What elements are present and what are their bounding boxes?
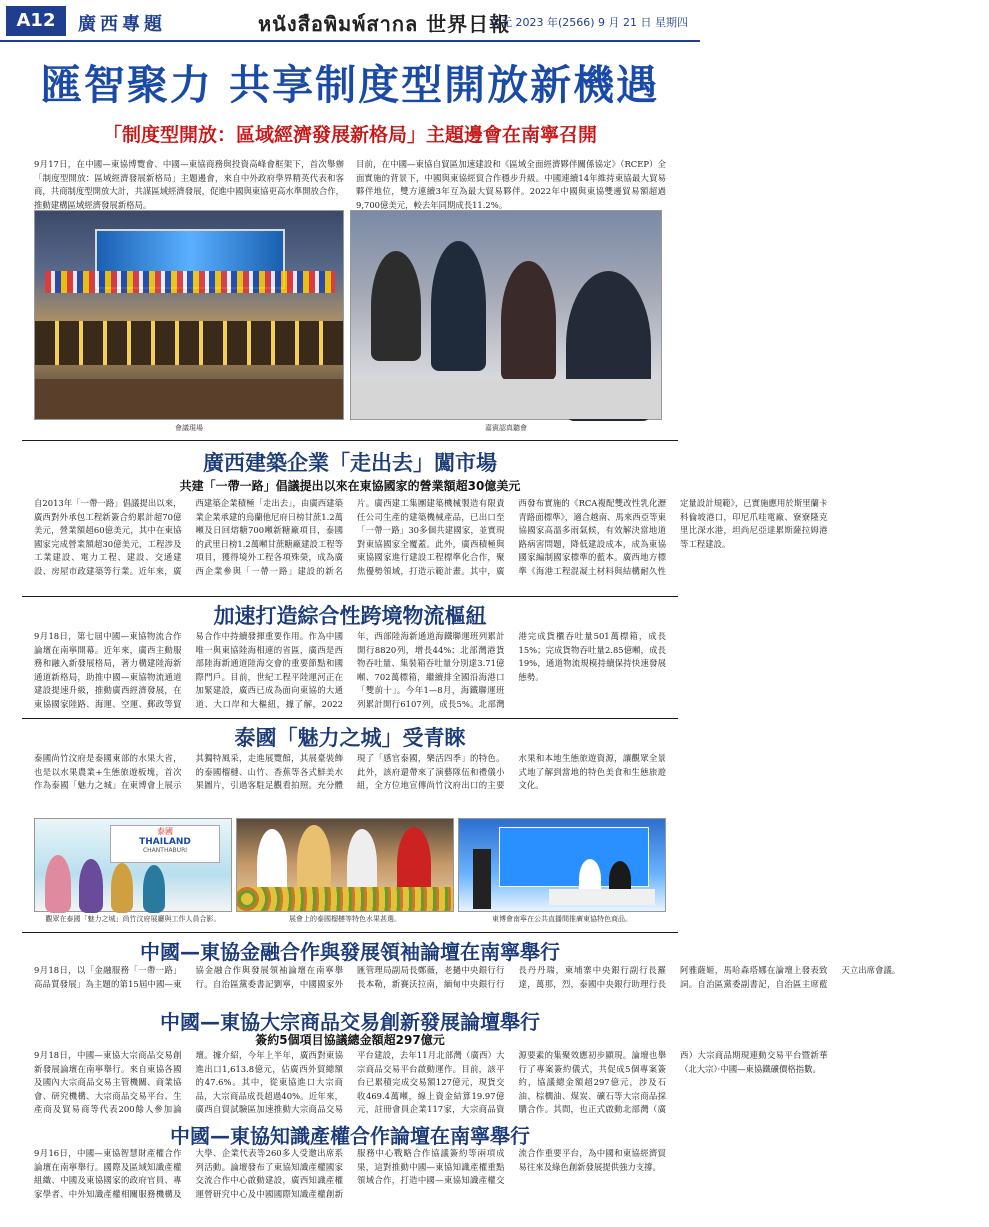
camera-tripod — [473, 849, 491, 909]
finance-title: 中國—東協金融合作與發展領袖論壇在南寧舉行 — [140, 940, 560, 964]
person-figure — [45, 855, 71, 913]
issue-date: 公元 2023 年(2566) 9 月 21 日 星期四 — [489, 16, 688, 29]
guest-figure — [501, 261, 556, 381]
booth-sign-city: CHANTHABURI — [142, 847, 188, 854]
conference-photo-caption: 會議現場 — [175, 424, 203, 432]
person-figure — [143, 865, 165, 913]
booth-sign-brand: THAILAND — [139, 837, 191, 847]
ip-text: 9月16日，中國—東協智慧財產權合作論壇在南寧舉行。國際及區域知識產權組織、中國及東協國家的政府官員、專家學者、中外知識產權相關服務機構及大學、企業代表等260多人受邀出席系列活動。論壇發布了東協知識產權國家交流合作中心啟動建設，廣西知識產權運營研究中心及中國國際知識產權創新服務中心戰略合作協議簽約等兩項成果，這對推動中國—東協知識產權重點領域合作，打造中國—東協知識產權交流合作重要平台，為中國和東協經濟貿易往來及綠色創新發展提供強力支撐。 — [34, 1148, 666, 1199]
booth-sign — [110, 825, 220, 863]
commodity-text: 9月18日，中國—東協大宗商品交易創新發展論壇在南寧舉行。來自東協各國及國內大宗商品交易主管機關、商業協會、研究機構、大宗商品交易平台、生產商及貿易商等代表200餘人參加論壇。據介紹，今年上半年，廣西對東協進出口1,613.8億元，佔廣西外貿總額的47.6%。其中，從東協進口大宗商品，大宗商品成長超過40%。近年來，廣西自貿試驗區加速推動大宗商品交易平台建設，去年11月北部灣（廣西）大宗商品交易平台啟動運作。目前，該平台已累積完成交易額127億元，現貨交收469.4萬噸，線上資金結算19.97億元，註冊會員企業117家，大宗商品資源要素的集聚效應初步顯現。論壇也舉行了專案簽約儀式，共促成5個專案簽約，協議總金額超297億元，涉及石油、棕櫚油、煤炭、礦石等大宗商品採購合作。其間，也正式啟動北部灣（廣西）大宗商品期現連動交易平台暨新華（北大宗）·中國—東協鐵礦價格指數。 — [34, 1050, 828, 1114]
person-figure — [111, 863, 133, 913]
hall-floor — [35, 379, 343, 419]
booth-sign-cn: 泰國 — [157, 827, 173, 836]
person-figure — [79, 859, 103, 913]
fruit-display-caption: 展會上的泰國榴槤等特色水果甚選。 — [289, 915, 401, 923]
section-name: 廣西專題 — [78, 14, 166, 35]
fruit-display-photo — [236, 818, 454, 912]
page-number: A12 — [6, 6, 66, 36]
conference-hall-photo — [34, 210, 344, 420]
commodity-title: 中國—東協大宗商品交易創新發展論壇舉行 — [160, 1010, 540, 1034]
guest-figure — [431, 241, 486, 371]
section-divider — [22, 596, 678, 597]
section-divider — [22, 718, 678, 719]
conference-desk — [351, 379, 661, 419]
finance-text: 9月18日，以「金融服務「一帶一路」高品質發展」為主題的第15屆中國—東協金融合作與發展領袖論壇在南寧舉行。自治區黨委書記劉寧，中國國家外匯管理局副局長鄭薇，老撾中央銀行行長本勒，新賽沃拉南，緬甸中央銀行行長丹丹瑞，柬埔寨中央銀行副行長羅達，萬那，烈，泰國中央銀行助理行長阿雅薩姬，馬哈森塔娜在論壇上發表致詞。自治區黨委副書記，自治區主席藍天立出席會議。 — [34, 965, 901, 989]
section-divider — [22, 440, 678, 441]
livestream-caption: 東博會南寧在公共直播間推廣東協特色商品。 — [492, 915, 632, 923]
thai-booth-caption: 觀眾在泰國「魅力之城」尚竹汶府展廳與工作人員合影。 — [45, 915, 221, 923]
guests-photo-caption: 嘉賓認真聽會 — [485, 424, 527, 432]
masthead — [0, 0, 700, 42]
thai-title: 泰國「魅力之城」受青睞 — [234, 726, 466, 750]
conference-tables — [35, 321, 343, 365]
construction-title: 廣西建築企業「走出去」闖市場 — [203, 451, 497, 475]
logistics-text: 9月18日，第七屆中國—東協物流合作論壇在南寧開幕。近年來，廣西主動服務和融入新發展格局，著力構建陸海新通道新格局，助推中國—東協物流通道建設提速升級，推動廣西經濟發展，在東協國家陸路、海運、空運、郵政等貿易合作中持續發揮重要作用。作為中國唯一與東協陸海相連的省區，廣西是西部陸海新通道陸海交會的重要節點和國際門戶。目前，世紀工程平陸運河正在加緊建設，廣西已成為面向東協的大通道、大口岸和大樞紐，據了解，2022年，西部陸海新通道海鐵聯運班列累計開行8820列，增長44%；北部灣港貨物吞吐量、集裝箱吞吐量分別達3.71億噸、702萬標箱，繼續排全國沿海港口「雙前十」。今年1—8月，海鐵聯運班列累計開行6107列，成長5%。北部灣港完成貨櫃吞吐量501萬標箱，成長15%；完成貨物吞吐量2.85億噸，成長19%，通道物流規模持續保持快速發展態勢。 — [34, 631, 666, 709]
thai-text: 泰國尚竹汶府是泰國東部的水果大省，也是以水果農業+生態旅遊板塊，首次作為泰國「魅力之城」在東博會上展示其獨特風采，走進展覽館，其展臺裝飾的泰國榴槤、山竹、香蕉等各式鮮美水果圖片，引過客駐足觀看拍照。充分體現了「感官泰國，樂活四季」的特色。此外，該府還帶來了演藝隊伍和禮儀小組，全方位地宣傳尚竹汶府出口的主要水果和本地生態旅遊資源，讓觀眾全景式地了解到當地的特色美食和生態旅遊文化。 — [34, 753, 666, 790]
commodity-subtitle: 簽約5個項目協議總金額超297億元 — [255, 1033, 445, 1047]
ip-title: 中國—東協知識產權合作論壇在南寧舉行 — [170, 1124, 530, 1148]
lead-subhead: 「制度型開放：區域經濟發展新格局」主題邊會在南寧召開 — [102, 124, 597, 146]
construction-subtitle: 共建「一帶一路」倡議提出以來在東協國家的營業額超30億美元 — [179, 479, 521, 493]
lead-paragraph-2: 目前，在中國—東協自貿區加速建設和《區域全面經濟夥伴關係協定》（RCEP）全面實施的背景下，中國與東協經貿合作穩步升級。中國連續14年維持東協最大貿易夥伴地位，雙方連續3年互為最大貿易夥伴。2022年中國與東協雙邊貿易額超過9,700億美元，較去年同期成長11.2%。 — [356, 159, 666, 210]
guests-photo — [350, 210, 662, 420]
newspaper-name: หนังสือพิมพ์สากล 世界日報 — [258, 12, 511, 36]
fruit-table — [237, 887, 453, 911]
livestream-photo — [458, 818, 666, 912]
lead-headline: 匯智聚力 共享制度型開放新機遇 — [40, 61, 660, 109]
flags-row — [45, 271, 335, 293]
guest-figure — [371, 251, 421, 361]
thai-booth-photo — [34, 818, 232, 912]
studio-desk — [549, 889, 655, 905]
lead-paragraph-1: 9月17日，在中國—東協博覽會、中國—東協商務與投資高峰會框架下，首次舉辦「制度型開放：區域經濟發展新格局」主題邊會，來自中外政府學界精英代表和客商，共商制度型開放大計，共謀區域經濟發展，促進中國與東協更高水準開放合作，推動建構區域經濟發展新格局。 — [34, 159, 344, 210]
section-divider — [22, 932, 678, 933]
construction-text: 自2013年「一帶一路」倡議提出以來，廣西對外承包工程新簽合約累計超70億美元，營業額超60億美元，其中在東協國家完成營業額超30億美元，工程涉及工業建設、電力工程、建設、交通建設、房屋市政建築等行業。近年來，廣西建築企業積極「走出去」，由廣西建築業企業承建的烏蘭他尼府日榜甘蔗1.2萬噸及日回熔糖700噸新糖廠項目，泰國的武里日榜1.2萬噸甘蔗糖廠建設工程等項目，獲得境外工程各項殊榮，成為廣西企業參與「一帶一路」建設的新名片。廣西建工集團建築機械製造有限責任公司生產的建築機械產品，已出口至「一帶一路」30多個共建國家，並實現對東協國家全覆蓋。此外，廣西積極與東協國家進行建設工程標準化合作，聚焦優勢領域，打造示範計畫。其中，廣西發布實施的《RCA複配雙改性乳化瀝青路面標準》，適合越南、馬來西亞等東協國家高溫多雨氣候，有效解決當地道路病害問題，降低建設成本，成為東協國家編制國家標準的藍本。廣西地方標準《海港工程混凝土材料與結構耐久性定量設計規範》，已實施應用於斯里蘭卡科倫坡港口，印尼爪哇電廠、寮寮隆克里比深水港，坦尚尼亞達累斯薩拉姆港等工程建設。 — [34, 498, 828, 576]
logistics-title: 加速打造綜合性跨境物流樞紐 — [213, 604, 487, 628]
